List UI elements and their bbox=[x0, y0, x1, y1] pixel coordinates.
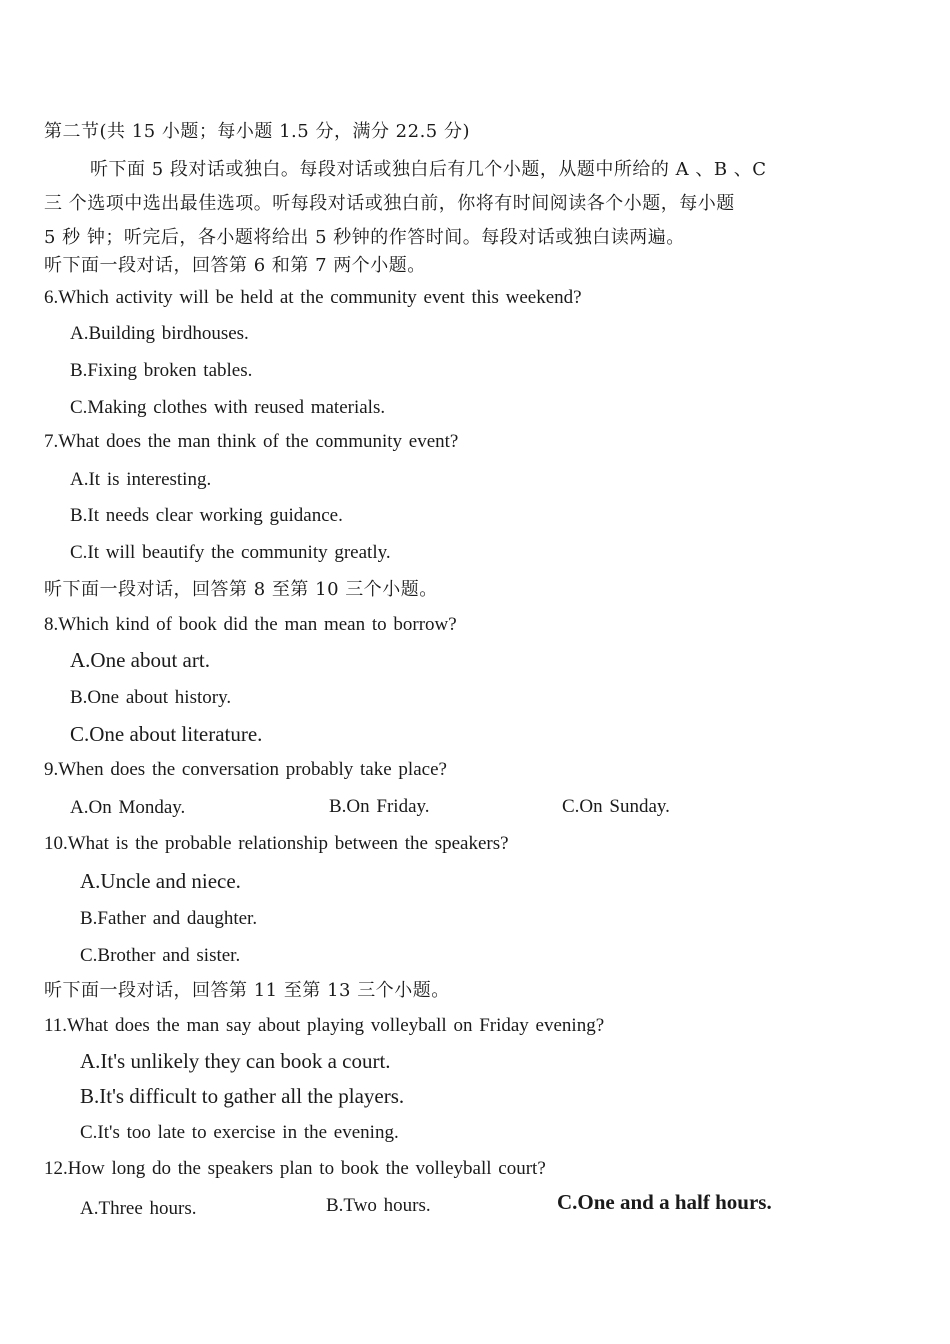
group-intro-6-7: 听下面一段对话，回答第 6 和第 7 两个小题。 bbox=[44, 255, 426, 276]
question-9-option-a: A.On Monday. bbox=[70, 797, 186, 818]
question-10-option-a: A.Uncle and niece. bbox=[80, 869, 241, 893]
question-12-option-c: C.One and a half hours. bbox=[557, 1190, 772, 1214]
question-11-option-c: C.It's too late to exercise in the evening. bbox=[80, 1122, 399, 1143]
instructions-line-3: 5 秒 钟；听完后，各小题将给出 5 秒钟的作答时间。每段对话或独白读两遍。 bbox=[44, 227, 685, 248]
question-12-option-a: A.Three hours. bbox=[80, 1198, 197, 1219]
question-8-option-a: A.One about art. bbox=[70, 648, 210, 672]
question-10: 10.What is the probable relationship between the speakers? bbox=[44, 833, 509, 854]
question-12: 12.How long do the speakers plan to book the volleyball court? bbox=[44, 1158, 546, 1179]
question-11-option-a: A.It's unlikely they can book a court. bbox=[80, 1049, 391, 1073]
question-11: 11.What does the man say about playing volleyball on Friday evening? bbox=[44, 1015, 605, 1036]
question-6-option-c: C.Making clothes with reused materials. bbox=[70, 397, 386, 418]
group-intro-11-13: 听下面一段对话，回答第 11 至第 13 三个小题。 bbox=[44, 980, 450, 1001]
instructions-line-1: 听下面 5 段对话或独白。每段对话或独白后有几个小题，从题中所给的 A 、B 、C bbox=[90, 159, 767, 180]
question-9: 9.When does the conversation probably take place? bbox=[44, 759, 447, 780]
question-12-option-b: B.Two hours. bbox=[326, 1195, 431, 1216]
question-9-option-b: B.On Friday. bbox=[329, 796, 430, 817]
section-title: 第二节(共 15 小题；每小题 1.5 分，满分 22.5 分) bbox=[44, 121, 470, 142]
question-10-option-c: C.Brother and sister. bbox=[80, 945, 241, 966]
question-8-option-c: C.One about literature. bbox=[70, 722, 263, 746]
question-6: 6.Which activity will be held at the community event this weekend? bbox=[44, 287, 582, 308]
question-7-option-b: B.It needs clear working guidance. bbox=[70, 505, 343, 526]
question-6-option-a: A.Building birdhouses. bbox=[70, 323, 249, 344]
question-8-option-b: B.One about history. bbox=[70, 687, 232, 708]
question-6-option-b: B.Fixing broken tables. bbox=[70, 360, 253, 381]
question-7-option-c: C.It will beautify the community greatly. bbox=[70, 542, 391, 563]
question-7: 7.What does the man think of the community event? bbox=[44, 431, 459, 452]
question-11-option-b: B.It's difficult to gather all the players. bbox=[80, 1084, 405, 1108]
question-7-option-a: A.It is interesting. bbox=[70, 469, 212, 490]
question-8: 8.Which kind of book did the man mean to borrow? bbox=[44, 614, 457, 635]
instructions-line-2: 三 个选项中选出最佳选项。听每段对话或独白前，你将有时间阅读各个小题，每小题 bbox=[44, 193, 735, 214]
question-9-option-c: C.On Sunday. bbox=[562, 796, 670, 817]
group-intro-8-10: 听下面一段对话，回答第 8 至第 10 三个小题。 bbox=[44, 579, 438, 600]
question-10-option-b: B.Father and daughter. bbox=[80, 908, 258, 929]
